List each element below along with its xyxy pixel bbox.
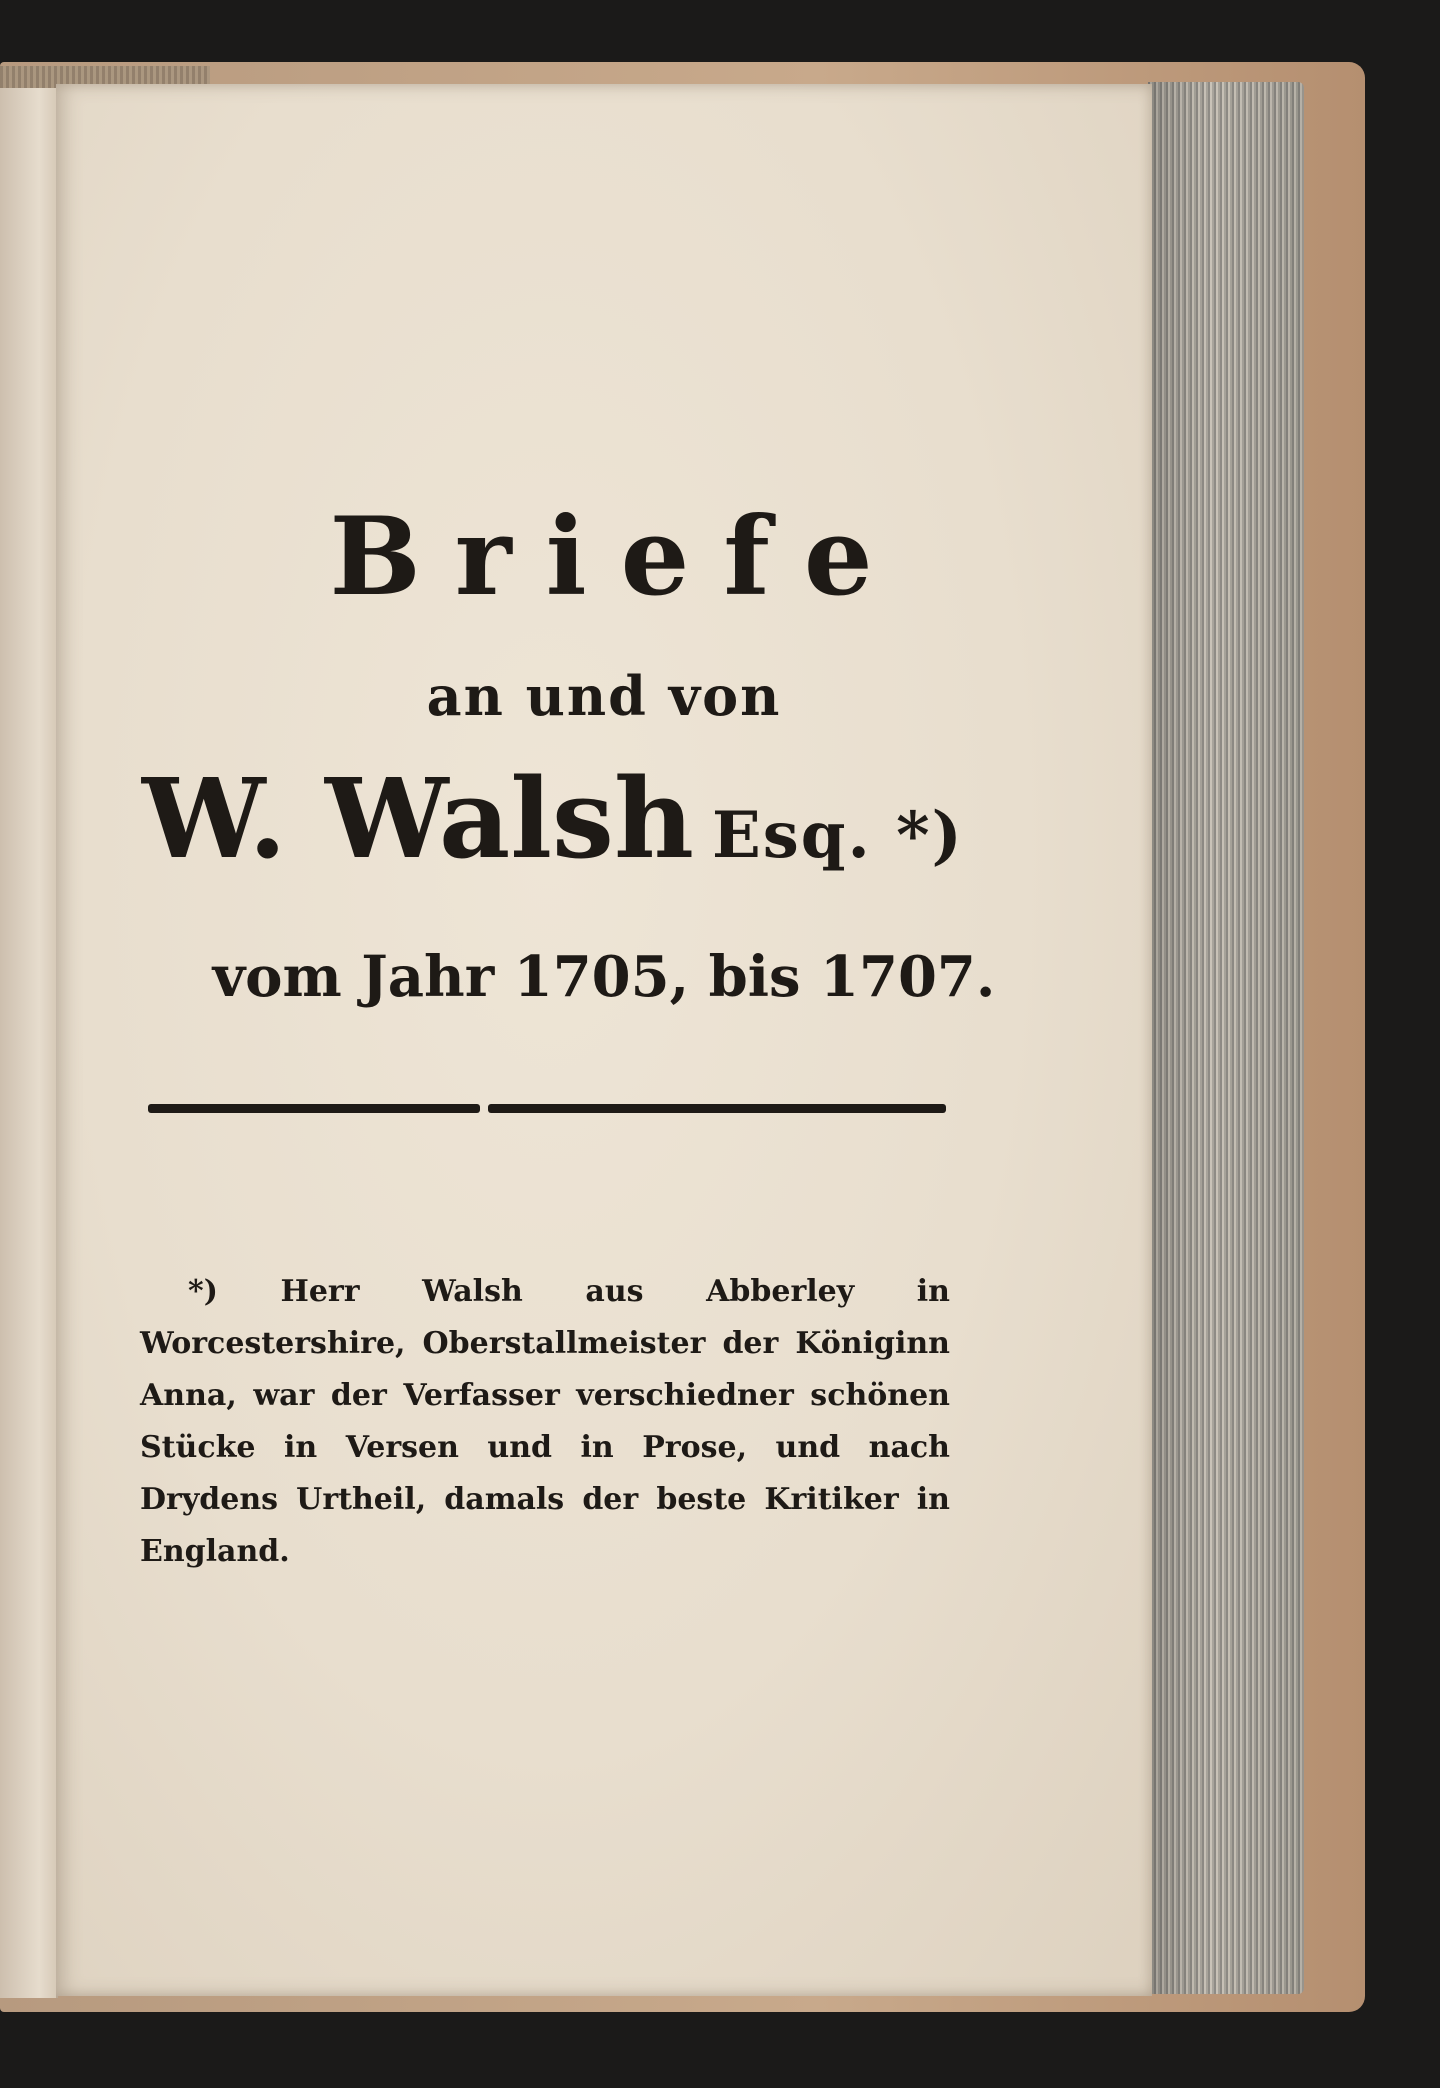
book-subtitle: an und von	[426, 664, 782, 728]
book-title: Briefe	[329, 494, 907, 620]
author-line	[142, 754, 964, 883]
divider-rule-right	[488, 1104, 946, 1113]
title-page	[56, 84, 1152, 1996]
author-name: W. Walsh	[142, 754, 694, 883]
page-block-shadow	[1148, 82, 1304, 1994]
previous-page-edge	[0, 88, 58, 1998]
author-suffix: Esq. *)	[711, 798, 964, 873]
footnote: *) Herr Walsh aus Abberley in Worcestershire, Oberstallmeister der Königinn Anna, war der Verfasser verschiedner schönen Stücke in Versen und in Prose, und nach Drydens Urtheil, damals der beste Kritiker in England.	[140, 1274, 950, 1569]
year-range: vom Jahr 1705, bis 1707.	[212, 944, 996, 1010]
divider-rule-left	[148, 1104, 480, 1113]
